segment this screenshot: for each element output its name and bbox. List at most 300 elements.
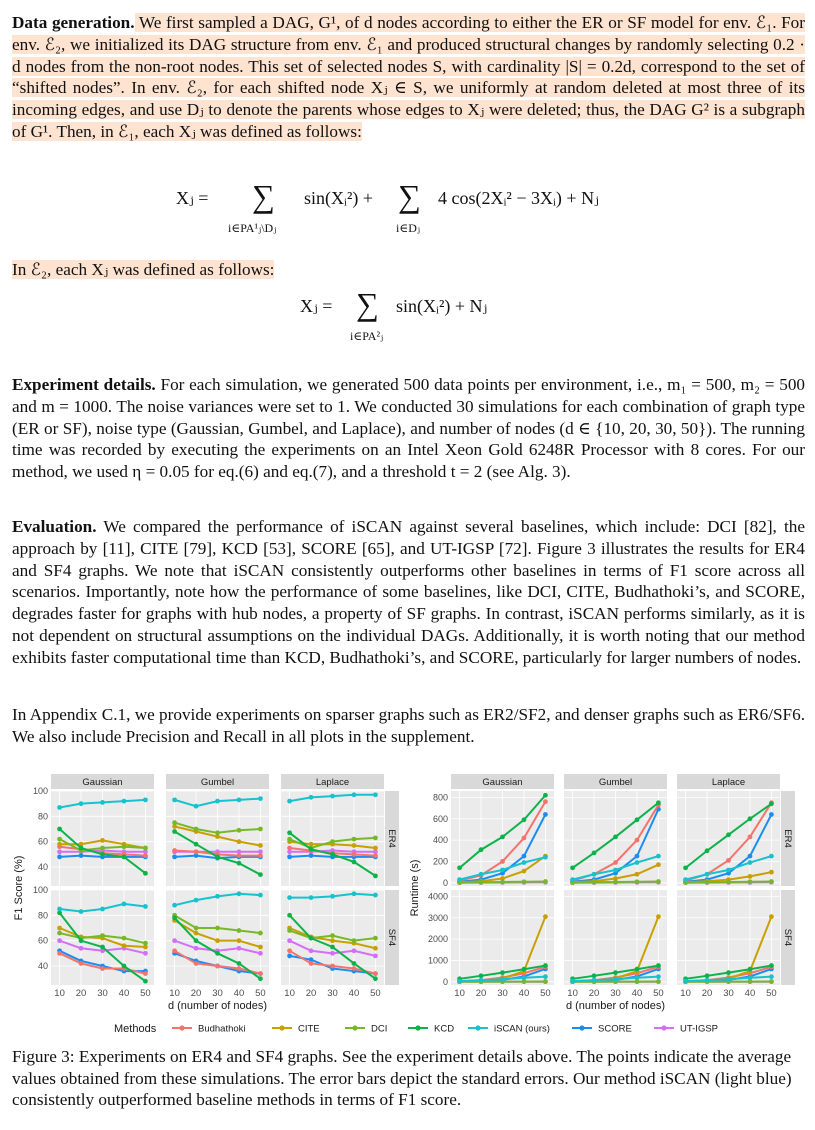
legend-swatch-point <box>415 1025 420 1030</box>
panel-ER4-Gaussian <box>433 774 554 888</box>
x-tick-label: 20 <box>475 988 487 999</box>
data-point-iSCAN (ours) <box>635 860 640 865</box>
heading-data-generation: Data generation. <box>12 13 135 32</box>
data-point-UT-IGSP <box>258 951 263 956</box>
legend-title: Methods <box>114 1023 157 1035</box>
data-point-CITE <box>352 843 357 848</box>
data-point-iSCAN (ours) <box>215 799 220 804</box>
x-tick-label: 10 <box>284 988 295 999</box>
x-tick-label: 30 <box>212 988 223 999</box>
caption-text: Figure 3: Experiments on ER4 and SF4 graphs. See the experiment details above. The points indicate the average values obtained from these simulations. The error bars depict the standard errors. Our method iSCAN (light blue) consistently outperformed baseline methods in terms of F1 score. <box>12 1047 792 1110</box>
data-point-Budhathoki <box>373 853 378 858</box>
data-point-SCORE <box>57 854 62 859</box>
data-point-KCD <box>570 865 575 870</box>
panel-SF4-Gaussian <box>33 885 154 999</box>
eq2-index: i∈PA²ⱼ <box>350 329 384 343</box>
data-point-iSCAN (ours) <box>100 800 105 805</box>
data-point-UT-IGSP <box>57 849 62 854</box>
x-tick-label: 30 <box>327 988 338 999</box>
data-point-Budhathoki <box>543 799 548 804</box>
data-point-KCD <box>592 851 597 856</box>
panel-ER4-Gumbel <box>166 774 269 886</box>
y-axis-label: F1 Score (%) <box>13 855 25 921</box>
data-point-iSCAN (ours) <box>500 977 505 982</box>
data-point-KCD <box>100 852 105 857</box>
data-point-Budhathoki <box>237 966 242 971</box>
data-point-KCD <box>705 973 710 978</box>
data-point-UT-IGSP <box>79 946 84 951</box>
data-point-SCORE <box>543 812 548 817</box>
legend-item <box>654 1024 718 1035</box>
data-point-UT-IGSP <box>57 938 62 943</box>
data-point-Budhathoki <box>172 848 177 853</box>
legend-swatch-point <box>352 1025 357 1030</box>
data-point-iSCAN (ours) <box>258 796 263 801</box>
x-tick-label: 40 <box>233 988 245 999</box>
data-point-iSCAN (ours) <box>172 903 177 908</box>
data-point-DCI <box>748 879 753 884</box>
data-point-CITE <box>769 914 774 919</box>
data-point-DCI <box>237 928 242 933</box>
legend-label: UT-IGSP <box>680 1023 719 1035</box>
data-point-KCD <box>373 976 378 981</box>
text-data-generation: We first sampled a DAG, G¹, of d nodes according to either the ER or SF model for env. ℰ₁. For env. ℰ₂, we initialized its DAG structure from env. ℰ₁ and produced structural changes by randomly selecting 0.2 · d nodes from the non-root nodes. This set of selected nodes S, with cardinality |S| = 0.2d, correspond to the set of “shifted nodes”. In env. ℰ₂, for each shifted node Xⱼ ∈ S, we uniformly at random deleted at most three of its incoming edges, and use Dⱼ to denote the parents whose edges to Xⱼ were deleted; thus, the DAG G² is a subgraph of G¹. Then, in ℰ₁, each Xⱼ was defined as follows: <box>12 13 805 141</box>
data-point-iSCAN (ours) <box>143 904 148 909</box>
data-point-iSCAN (ours) <box>613 977 618 982</box>
data-point-KCD <box>457 865 462 870</box>
data-point-iSCAN (ours) <box>570 877 575 882</box>
y-tick-label: 1000 <box>427 955 448 966</box>
data-point-KCD <box>500 834 505 839</box>
data-point-iSCAN (ours) <box>522 975 527 980</box>
x-tick-label: 20 <box>190 988 202 999</box>
data-point-CITE <box>194 931 199 936</box>
data-point-iSCAN (ours) <box>748 975 753 980</box>
data-point-Budhathoki <box>613 860 618 865</box>
y-tick-label: 4000 <box>427 891 448 902</box>
data-point-DCI <box>287 837 292 842</box>
data-point-Budhathoki <box>330 964 335 969</box>
data-point-UT-IGSP <box>237 946 242 951</box>
data-point-DCI <box>194 827 199 832</box>
data-point-iSCAN (ours) <box>79 909 84 914</box>
x-tick-label: 20 <box>701 988 713 999</box>
data-point-iSCAN (ours) <box>237 797 242 802</box>
data-point-UT-IGSP <box>352 948 357 953</box>
data-point-DCI <box>100 846 105 851</box>
data-point-Budhathoki <box>57 951 62 956</box>
data-point-Budhathoki <box>194 961 199 966</box>
x-tick-label: 50 <box>140 988 151 999</box>
data-point-iSCAN (ours) <box>570 979 575 984</box>
panel-SF4-Laplace <box>281 890 384 999</box>
data-point-CITE <box>237 938 242 943</box>
y-tick-label: 100 <box>32 885 48 895</box>
data-point-iSCAN (ours) <box>330 894 335 899</box>
data-point-UT-IGSP <box>287 938 292 943</box>
eq1-sum2-index: i∈Dⱼ <box>396 221 421 235</box>
data-point-SCORE <box>635 854 640 859</box>
data-point-iSCAN (ours) <box>237 891 242 896</box>
data-point-Budhathoki <box>726 858 731 863</box>
data-point-KCD <box>287 913 292 918</box>
data-point-KCD <box>194 842 199 847</box>
legend-swatch-point <box>579 1025 584 1030</box>
data-point-iSCAN (ours) <box>592 978 597 983</box>
facet-title: Gaussian <box>482 777 523 788</box>
data-point-DCI <box>143 846 148 851</box>
eq2-lhs: Xⱼ = <box>300 296 333 316</box>
panel-SF4-Gaussian <box>428 890 554 999</box>
data-point-Budhathoki <box>352 966 357 971</box>
data-point-KCD <box>287 830 292 835</box>
data-point-DCI <box>57 837 62 842</box>
panel-ER4-Laplace <box>281 774 384 886</box>
f1-score-chart <box>13 774 399 1012</box>
data-point-KCD <box>748 967 753 972</box>
data-point-CITE <box>100 838 105 843</box>
data-point-CITE <box>656 914 661 919</box>
data-point-DCI <box>122 844 127 849</box>
x-tick-label: 40 <box>744 988 756 999</box>
data-point-Budhathoki <box>79 961 84 966</box>
y-axis-label: Runtime (s) <box>409 859 421 917</box>
data-point-iSCAN (ours) <box>57 805 62 810</box>
data-point-CITE <box>522 869 527 874</box>
panel-SF4-Gumbel <box>166 890 269 999</box>
data-point-Budhathoki <box>194 849 199 854</box>
data-point-DCI <box>122 936 127 941</box>
y-tick-label: 60 <box>37 836 48 847</box>
data-point-KCD <box>172 915 177 920</box>
data-point-KCD <box>656 800 661 805</box>
figure-caption <box>12 1046 805 1111</box>
figure-legend <box>114 1023 718 1035</box>
facet-title: Gumbel <box>200 777 235 788</box>
facet-title: Laplace <box>315 777 350 788</box>
data-point-Budhathoki <box>352 852 357 857</box>
y-tick-label: 60 <box>37 935 48 946</box>
eq1-lhs: Xⱼ = <box>176 188 209 208</box>
data-point-CITE <box>215 938 220 943</box>
data-point-KCD <box>613 834 618 839</box>
data-point-KCD <box>237 861 242 866</box>
data-point-KCD <box>330 852 335 857</box>
x-tick-label: 40 <box>118 988 130 999</box>
facet-title: Laplace <box>711 777 746 788</box>
x-tick-label: 50 <box>766 988 777 999</box>
data-point-iSCAN (ours) <box>635 975 640 980</box>
legend-item <box>345 1024 387 1035</box>
data-point-KCD <box>613 970 618 975</box>
data-point-iSCAN (ours) <box>373 792 378 797</box>
data-point-iSCAN (ours) <box>194 804 199 809</box>
data-point-KCD <box>592 973 597 978</box>
data-point-DCI <box>237 828 242 833</box>
panel-SF4-Gumbel <box>564 890 667 999</box>
data-point-iSCAN (ours) <box>57 907 62 912</box>
legend-label: Budhathoki <box>198 1023 246 1035</box>
y-tick-label: 80 <box>37 811 48 822</box>
data-point-iSCAN (ours) <box>194 898 199 903</box>
legend-item <box>272 1024 320 1035</box>
data-point-KCD <box>79 938 84 943</box>
data-point-KCD <box>258 976 263 981</box>
data-point-iSCAN (ours) <box>457 877 462 882</box>
data-point-DCI <box>373 936 378 941</box>
data-point-iSCAN (ours) <box>352 792 357 797</box>
panel-ER4-Gumbel <box>564 774 667 886</box>
legend-label: iSCAN (ours) <box>494 1023 550 1035</box>
data-point-iSCAN (ours) <box>122 902 127 907</box>
x-tick-label: 40 <box>348 988 360 999</box>
data-point-Budhathoki <box>100 966 105 971</box>
data-point-SCORE <box>287 953 292 958</box>
data-point-CITE <box>237 839 242 844</box>
data-point-DCI <box>215 830 220 835</box>
data-point-KCD <box>726 970 731 975</box>
data-point-KCD <box>172 829 177 834</box>
data-point-CITE <box>656 862 661 867</box>
data-point-UT-IGSP <box>309 948 314 953</box>
eq1-sum1-body: sin(Xᵢ²) + <box>304 188 373 208</box>
data-point-UT-IGSP <box>373 953 378 958</box>
data-point-Budhathoki <box>258 971 263 976</box>
data-point-SCORE <box>172 854 177 859</box>
x-tick-label: 40 <box>631 988 643 999</box>
data-point-UT-IGSP <box>330 951 335 956</box>
x-axis-label: d (number of nodes) <box>565 1000 666 1012</box>
data-point-KCD <box>479 973 484 978</box>
y-tick-label: 600 <box>432 813 448 824</box>
data-point-DCI <box>769 879 774 884</box>
data-point-KCD <box>769 801 774 806</box>
text-experiment-details: For each simulation, we generated 500 data points per environment, i.e., m₁ = 500, m₂ = 500 and m = 1000. The noise variances were set to 1. We conducted 30 simulations for each combination of graph type (ER or SF), noise type (Gaussian, Gumbel, and Laplace), and number of nodes (d ∈ {10, 20, 30, 50}). The running time was recorded by executing the experiments on an Intel Xeon Gold 6248R Processor with 8 cores. For our method, we used η = 0.05 for eq.(6) and eq.(7), and a threshold t = 2 (see Alg. 3). <box>12 375 806 482</box>
heading-experiment-details: Experiment details. <box>12 375 156 394</box>
data-point-UT-IGSP <box>172 938 177 943</box>
data-point-KCD <box>309 847 314 852</box>
data-point-CITE <box>258 945 263 950</box>
paragraph-data-generation <box>12 12 805 143</box>
data-point-Budhathoki <box>258 853 263 858</box>
legend-swatch-point <box>279 1025 284 1030</box>
data-point-iSCAN (ours) <box>613 868 618 873</box>
data-point-CITE <box>635 872 640 877</box>
data-point-iSCAN (ours) <box>769 974 774 979</box>
heading-evaluation: Evaluation. <box>12 517 97 536</box>
row-strip-title: ER4 <box>782 829 793 848</box>
facet-title: Gumbel <box>598 777 633 788</box>
text-appendix: In Appendix C.1, we provide experiments on sparser graphs such as ER2/SF2, and denser graphs such as ER6/SF6. We also include Precision and Recall in all plots in the supplement. <box>12 705 805 746</box>
data-point-SCORE <box>748 854 753 859</box>
data-point-KCD <box>100 945 105 950</box>
data-point-iSCAN (ours) <box>215 894 220 899</box>
x-tick-label: 30 <box>610 988 621 999</box>
data-point-KCD <box>373 873 378 878</box>
data-point-iSCAN (ours) <box>479 872 484 877</box>
x-axis-label: d (number of nodes) <box>167 1000 268 1012</box>
data-point-Budhathoki <box>635 838 640 843</box>
data-point-KCD <box>258 872 263 877</box>
data-point-iSCAN (ours) <box>705 978 710 983</box>
summation-icon: ∑ <box>398 178 421 214</box>
x-tick-label: 20 <box>588 988 600 999</box>
x-tick-label: 50 <box>540 988 551 999</box>
data-point-KCD <box>194 938 199 943</box>
eq1-sum1-index: i∈PA¹ⱼ\Dⱼ <box>228 221 277 235</box>
x-tick-label: 50 <box>255 988 266 999</box>
data-point-UT-IGSP <box>194 946 199 951</box>
facet-title: Gaussian <box>82 777 123 788</box>
data-point-KCD <box>309 936 314 941</box>
data-point-KCD <box>79 846 84 851</box>
data-point-KCD <box>522 967 527 972</box>
data-point-iSCAN (ours) <box>172 797 177 802</box>
data-point-CITE <box>330 938 335 943</box>
summation-icon: ∑ <box>252 178 275 214</box>
data-point-iSCAN (ours) <box>656 854 661 859</box>
data-point-DCI <box>726 880 731 885</box>
panel-ER4-Laplace <box>677 774 780 886</box>
data-point-iSCAN (ours) <box>122 799 127 804</box>
x-tick-label: 10 <box>680 988 691 999</box>
x-tick-label: 10 <box>454 988 465 999</box>
row-strip-title: ER4 <box>386 829 397 848</box>
data-point-KCD <box>143 871 148 876</box>
data-point-DCI <box>194 926 199 931</box>
data-point-SCORE <box>79 853 84 858</box>
x-tick-label: 30 <box>723 988 734 999</box>
y-tick-label: 0 <box>442 877 448 888</box>
data-point-DCI <box>635 879 640 884</box>
paragraph-env2 <box>12 259 805 281</box>
data-point-SCORE <box>287 854 292 859</box>
data-point-UT-IGSP <box>143 951 148 956</box>
data-point-KCD <box>748 816 753 821</box>
row-strip-title: SF4 <box>782 928 793 947</box>
data-point-DCI <box>258 931 263 936</box>
x-tick-label: 50 <box>653 988 664 999</box>
legend-swatch-point <box>475 1025 480 1030</box>
row-strip-title: SF4 <box>386 928 397 947</box>
data-point-Budhathoki <box>215 964 220 969</box>
y-tick-label: 200 <box>432 856 448 867</box>
data-point-iSCAN (ours) <box>543 974 548 979</box>
data-point-KCD <box>237 961 242 966</box>
data-point-DCI <box>258 827 263 832</box>
data-point-DCI <box>500 880 505 885</box>
data-point-KCD <box>635 967 640 972</box>
data-point-CITE <box>373 946 378 951</box>
data-point-Budhathoki <box>522 836 527 841</box>
data-point-iSCAN (ours) <box>769 854 774 859</box>
data-point-KCD <box>726 832 731 837</box>
data-point-Budhathoki <box>287 948 292 953</box>
data-point-Budhathoki <box>373 971 378 976</box>
legend-item <box>572 1024 632 1035</box>
data-point-CITE <box>57 926 62 931</box>
data-point-CITE <box>748 874 753 879</box>
data-point-KCD <box>769 963 774 968</box>
data-point-DCI <box>592 880 597 885</box>
data-point-iSCAN (ours) <box>352 891 357 896</box>
data-point-Budhathoki <box>287 846 292 851</box>
data-point-iSCAN (ours) <box>287 799 292 804</box>
figure-3 <box>0 756 815 1046</box>
data-point-KCD <box>635 817 640 822</box>
y-tick-label: 400 <box>432 835 448 846</box>
data-point-CITE <box>57 842 62 847</box>
data-point-DCI <box>330 933 335 938</box>
data-point-KCD <box>57 827 62 832</box>
x-tick-label: 30 <box>97 988 108 999</box>
data-point-iSCAN (ours) <box>479 978 484 983</box>
data-point-iSCAN (ours) <box>457 979 462 984</box>
data-point-iSCAN (ours) <box>100 907 105 912</box>
data-point-CITE <box>122 943 127 948</box>
data-point-KCD <box>215 951 220 956</box>
data-point-iSCAN (ours) <box>705 872 710 877</box>
data-point-KCD <box>215 854 220 859</box>
data-point-iSCAN (ours) <box>287 895 292 900</box>
y-tick-label: 40 <box>37 862 48 872</box>
data-point-iSCAN (ours) <box>330 794 335 799</box>
legend-label: KCD <box>434 1023 455 1035</box>
data-point-iSCAN (ours) <box>522 860 527 865</box>
legend-label: DCI <box>371 1023 388 1035</box>
data-point-CITE <box>769 870 774 875</box>
data-point-Budhathoki <box>172 948 177 953</box>
data-point-DCI <box>543 879 548 884</box>
text-env2: In ℰ₂, each Xⱼ was defined as follows: <box>12 260 275 279</box>
x-tick-label: 30 <box>497 988 508 999</box>
x-tick-label: 20 <box>305 988 317 999</box>
data-point-iSCAN (ours) <box>309 795 314 800</box>
data-point-DCI <box>172 820 177 825</box>
paragraph-experiment-details <box>12 374 805 483</box>
data-point-Budhathoki <box>143 971 148 976</box>
data-point-DCI <box>352 837 357 842</box>
y-tick-label: 2000 <box>427 934 448 945</box>
data-point-iSCAN (ours) <box>683 979 688 984</box>
data-point-DCI <box>143 941 148 946</box>
x-tick-label: 20 <box>75 988 87 999</box>
x-tick-label: 10 <box>567 988 578 999</box>
data-point-KCD <box>543 963 548 968</box>
data-point-KCD <box>143 979 148 984</box>
data-point-DCI <box>613 880 618 885</box>
data-point-iSCAN (ours) <box>309 895 314 900</box>
data-point-DCI <box>100 933 105 938</box>
data-point-SCORE <box>769 812 774 817</box>
data-point-DCI <box>215 926 220 931</box>
data-point-DCI <box>479 880 484 885</box>
data-point-CITE <box>258 843 263 848</box>
legend-swatch-point <box>179 1025 184 1030</box>
data-point-Budhathoki <box>748 834 753 839</box>
data-point-iSCAN (ours) <box>79 801 84 806</box>
data-point-Budhathoki <box>500 859 505 864</box>
data-point-CITE <box>543 914 548 919</box>
runtime-chart <box>409 774 795 1012</box>
data-point-DCI <box>373 835 378 840</box>
data-point-SCORE <box>309 853 314 858</box>
y-tick-label: 0 <box>442 976 448 987</box>
panel-ER4-Gaussian <box>33 774 154 886</box>
data-point-Budhathoki <box>309 961 314 966</box>
data-point-iSCAN (ours) <box>683 877 688 882</box>
data-point-iSCAN (ours) <box>143 797 148 802</box>
